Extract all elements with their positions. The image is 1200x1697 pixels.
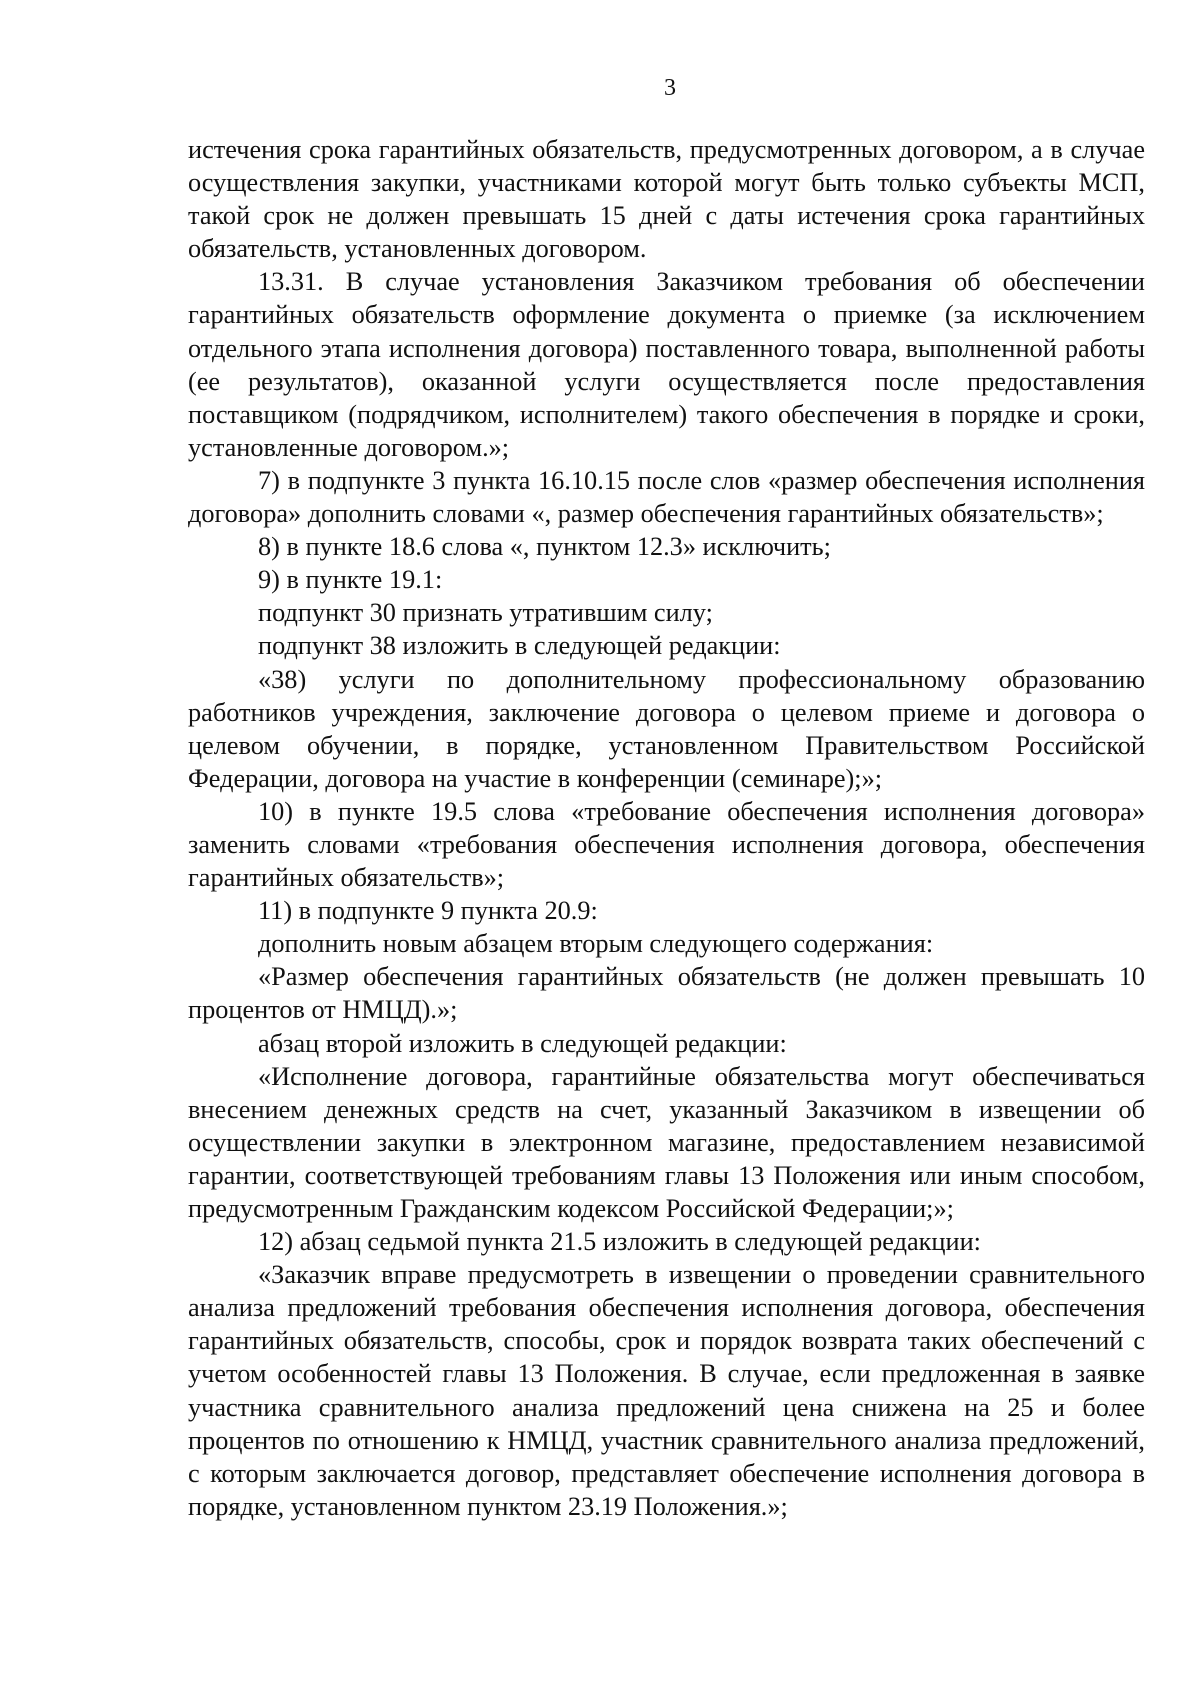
page-number: 3 [664,75,676,101]
document-body [188,133,1145,1523]
paragraph-item-9: 9) в пункте 19.1: [258,565,443,595]
paragraph-item-10: 10) в пункте 19.5 слова «требование обеспечения исполнения договора» заменить словами «требования обеспечения исполнения договора, обеспечения гарантийных обязательств»; [188,796,1145,893]
paragraph-item-12: 12) абзац седьмой пункта 21.5 изложить в следующей редакции: [258,1227,981,1257]
paragraph-subitem-38: подпункт 38 изложить в следующей редакции: [258,631,781,661]
paragraph-subitem-38-text: «38) услуги по дополнительному профессиональному образованию работников учреждения, заключение договора о целевом приеме и договора о целевом обучении, в порядке, установленном Правительством Российской Федерации, договора на участие в конференции (семинаре);»; [188,664,1145,793]
paragraph-13-31: 13.31. В случае установления Заказчиком требования об обеспечении гарантийных обязательств оформление документа о приемке (за исключением отдельного этапа исполнения договора) поставленного товара, выполненной работы (ее результатов), оказанной услуги осуществляется после предоставления поставщиком (подрядчиком, исполнителем) такого обеспечения в порядке и сроки, установленные договором.»; [188,267,1145,462]
paragraph-continuation: истечения срока гарантийных обязательств, предусмотренных договором, а в случае осуществления закупки, участниками которой могут быть только субъекты МСП, такой срок не должен превышать 15 дней с даты истечения срока гарантийных обязательств, установленных договором. [188,135,1145,264]
paragraph-guarantee-size: «Размер обеспечения гарантийных обязательств (не должен превышать 10 процентов от НМЦД).»; [188,962,1145,1025]
paragraph-item-11: 11) в подпункте 9 пункта 20.9: [258,896,598,926]
paragraph-abzac-second: абзац второй изложить в следующей редакции: [258,1028,787,1058]
paragraph-add-new-abzac: дополнить новым абзацем вторым следующего содержания: [258,929,934,959]
paragraph-item-8: 8) в пункте 18.6 слова «, пунктом 12.3» исключить; [258,532,831,562]
paragraph-execution-guarantee: «Исполнение договора, гарантийные обязательства могут обеспечиваться внесением денежных средств на счет, указанный Заказчиком в извещении об осуществлении закупки в электронном магазине, предоставлением независимой гарантии, соответствующей требованиям главы 13 Положения или иным способом, предусмотренным Гражданским кодексом Российской Федерации;»; [188,1061,1145,1223]
paragraph-customer-right: «Заказчик вправе предусмотреть в извещении о проведении сравнительного анализа предложений требования обеспечения исполнения договора, обеспечения гарантийных обязательств, способы, срок и порядок возврата таких обеспечений с учетом особенностей главы 13 Положения. В случае, если предложенная в заявке участника сравнительного анализа предложений цена снижена на 25 и более процентов по отношению к НМЦД, участник сравнительного анализа предложений, с которым заключается договор, представляет обеспечение исполнения договора в порядке, установленном пунктом 23.19 Положения.»; [188,1260,1145,1521]
paragraph-item-7: 7) в подпункте 3 пункта 16.10.15 после слов «размер обеспечения исполнения договора» дополнить словами «, размер обеспечения гарантийных обязательств»; [188,465,1145,529]
paragraph-subitem-30: подпункт 30 признать утратившим силу; [258,598,713,628]
